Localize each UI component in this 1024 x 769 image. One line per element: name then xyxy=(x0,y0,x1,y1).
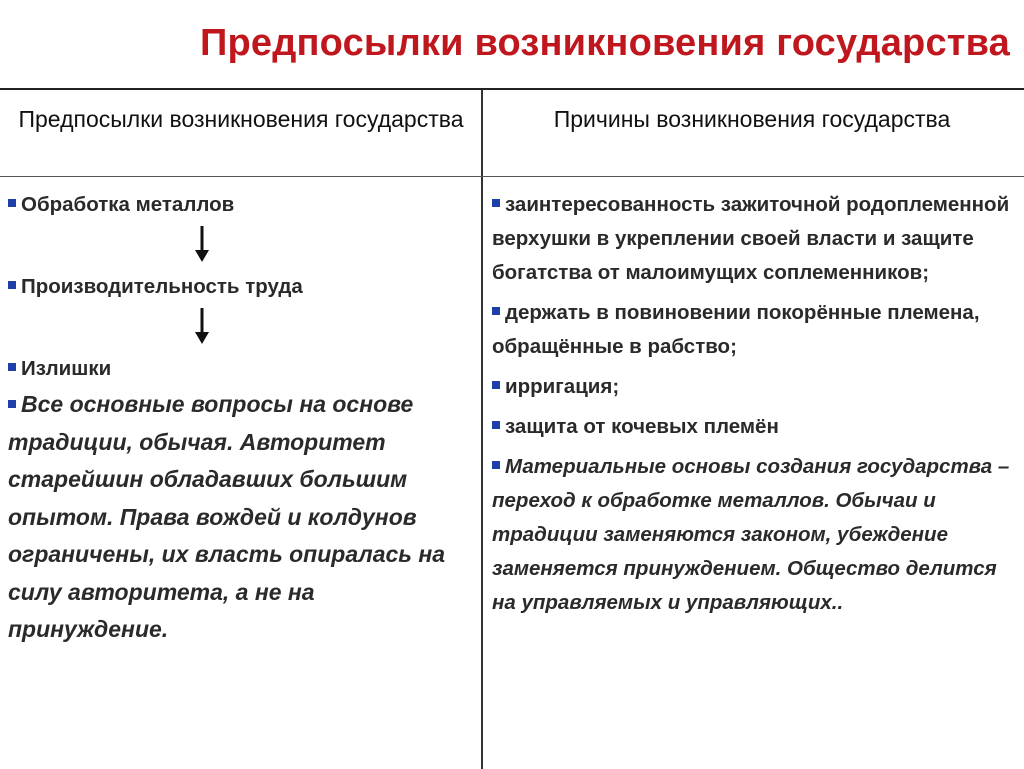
square-bullet-icon xyxy=(492,461,500,469)
list-item: Обработка металлов xyxy=(8,188,476,222)
list-item: защита от кочевых племён xyxy=(492,410,1012,444)
list-item: держать в повиновении покорённые племена, обращённые в рабство; xyxy=(492,301,980,358)
square-bullet-icon xyxy=(492,421,500,429)
header-divider xyxy=(0,176,1024,177)
comparison-table xyxy=(0,88,1024,769)
slide-title: Предпосылки возникновения государства xyxy=(199,22,1010,64)
square-bullet-icon xyxy=(492,199,500,207)
column-divider xyxy=(481,90,483,769)
list-item: Излишки xyxy=(8,352,476,386)
list-item: Материальные основы создания государства – переход к обработке металлов. Обычаи и традиции заменяются законом, убеждение заменяется принуждением. Общество делится на управляемых и управляющих.. xyxy=(492,455,1010,614)
list-item: ирригация; xyxy=(492,370,1012,404)
right-column-header: Причины возникновения государства xyxy=(553,106,951,132)
square-bullet-icon xyxy=(492,381,500,389)
square-bullet-icon xyxy=(492,307,500,315)
square-bullet-icon xyxy=(8,281,16,289)
arrow-down-icon xyxy=(193,308,211,344)
right-column xyxy=(492,188,1012,626)
list-item: заинтересованность зажиточной родоплеменной верхушки в укреплении своей власти и защите богатства от малоимущих соплеменников; xyxy=(492,193,1010,284)
square-bullet-icon xyxy=(8,363,16,371)
left-column xyxy=(8,188,476,649)
arrow-down-icon xyxy=(193,226,211,262)
list-item: Все основные вопросы на основе традиции, обычая. Авторитет старейшин обладавших большим опытом. Права вождей и колдунов ограничены, их власть опиралась на силу авторитета, а не на принуждение. xyxy=(8,391,446,642)
square-bullet-icon xyxy=(8,400,16,408)
square-bullet-icon xyxy=(8,199,16,207)
left-column-header: Предпосылки возникновения государства xyxy=(18,106,464,132)
list-item: Производительность труда xyxy=(8,270,476,304)
